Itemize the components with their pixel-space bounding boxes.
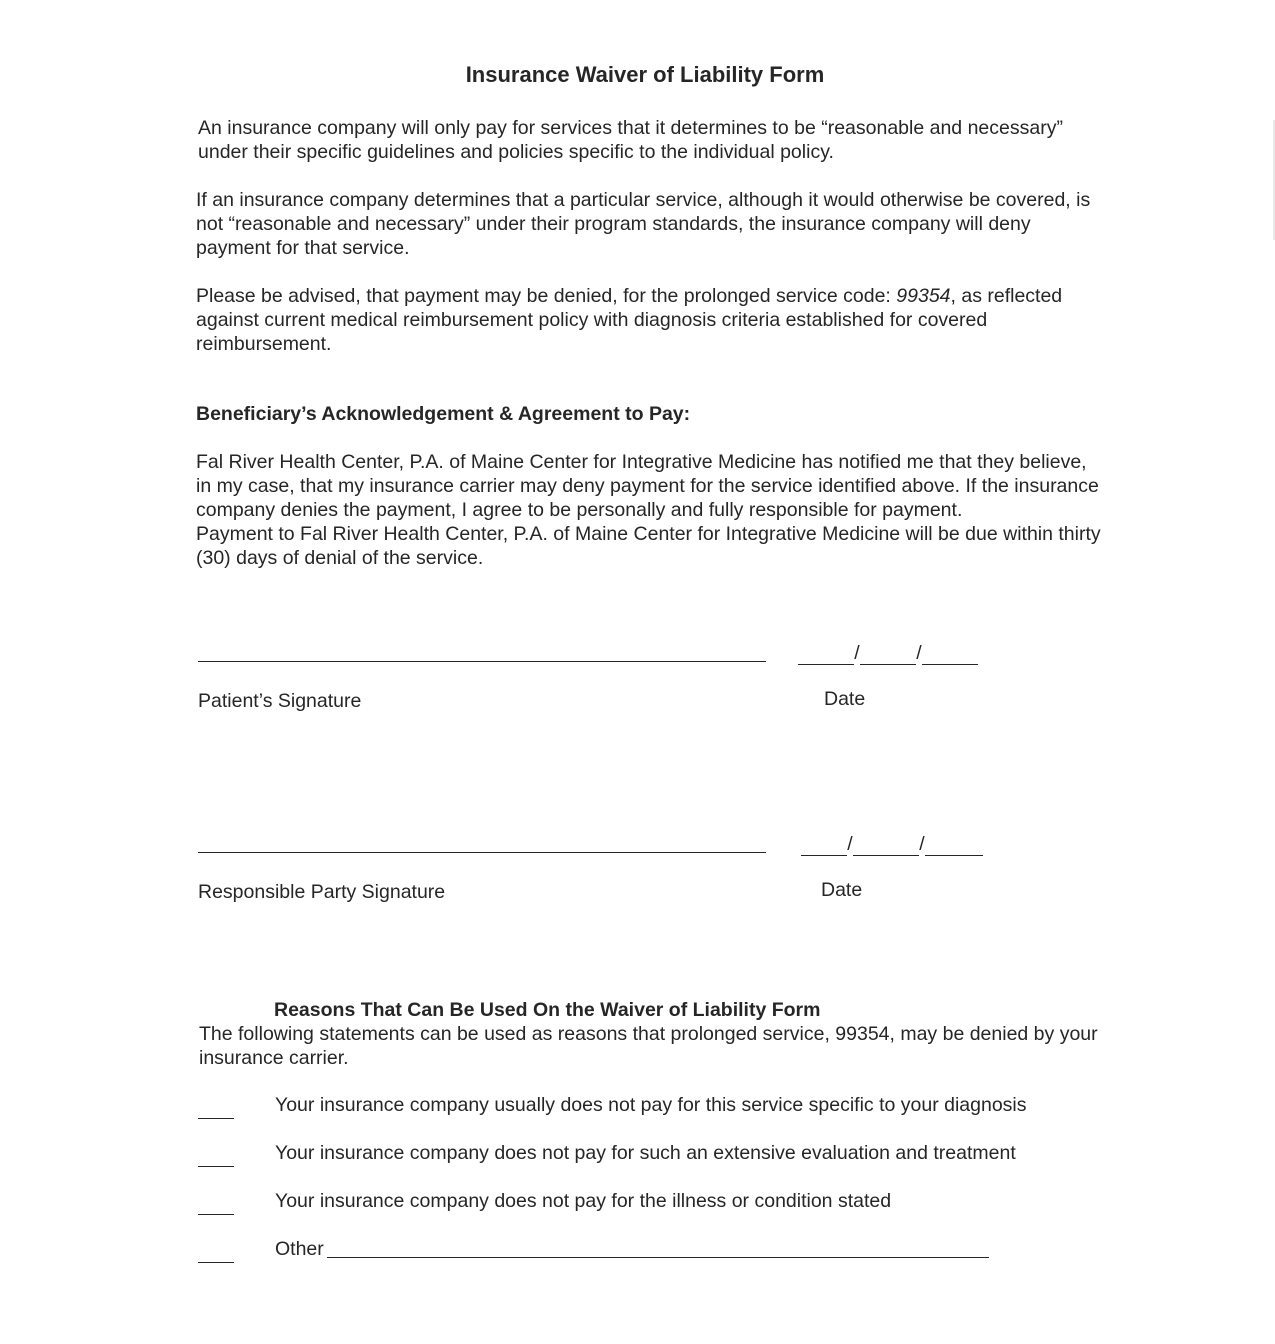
responsible-date-field[interactable] [801, 833, 983, 856]
responsible-signature-label: Responsible Party Signature [198, 881, 446, 903]
paragraph-3-suffix: , as reflected against current medical reimbursement policy with diagnosis criteria established for covered reimbursement. [196, 285, 1063, 355]
date-slash-3: / [847, 833, 853, 855]
patient-date-day[interactable] [860, 644, 916, 665]
acknowledgement-heading: Beneficiary’s Acknowledgement & Agreement to Pay: [196, 403, 691, 425]
intro-paragraph-1-text: An insurance company will only pay for services that it determines to be “reasonable and necessary” under their specific guidelines and policies specific to the individual policy. [198, 117, 1063, 163]
reasons-intro [199, 1022, 1099, 1070]
acknowledgement-text-2: Payment to Fal River Health Center, P.A. of Maine Center for Integrative Medicine will be due within thirty (30) days of denial of the service. [196, 523, 1101, 569]
patient-date-field[interactable] [798, 642, 978, 665]
reason-2-text: Your insurance company does not pay for such an extensive evaluation and treatment [275, 1142, 1016, 1164]
intro-paragraph-2 [196, 188, 1101, 260]
acknowledgement-paragraph [196, 450, 1101, 570]
reason-3-text: Your insurance company does not pay for the illness or condition stated [275, 1190, 892, 1212]
responsible-date-year[interactable] [925, 835, 983, 856]
intro-paragraph-3-text [196, 284, 1101, 356]
acknowledgement-text-1: Fal River Health Center, P.A. of Maine Center for Integrative Medicine has notified me that they believe, in my case, that my insurance carrier may deny payment for the service identified above. If the insurance company denies the payment, I agree to be personally and fully responsible for payment. [196, 451, 1099, 521]
responsible-date-day[interactable] [853, 835, 919, 856]
patient-date-label: Date [824, 688, 866, 710]
intro-paragraph-3 [196, 284, 1101, 356]
reason-other-checkbox-blank[interactable] [198, 1262, 234, 1263]
date-slash-1: / [854, 642, 860, 664]
intro-paragraph-1 [198, 116, 1103, 164]
patient-date-year[interactable] [922, 644, 978, 665]
responsible-date-label: Date [821, 879, 863, 901]
patient-date-month[interactable] [798, 644, 854, 665]
responsible-signature-field[interactable] [198, 852, 766, 853]
service-code: 99354 [896, 285, 951, 307]
date-slash-4: / [919, 833, 925, 855]
responsible-date-month[interactable] [801, 835, 847, 856]
patient-signature-label: Patient’s Signature [198, 690, 362, 712]
reasons-intro-text: The following statements can be used as reasons that prolonged service, 99354, may be denied by your insurance carrier. [199, 1023, 1098, 1069]
reason-3-checkbox-blank[interactable] [198, 1214, 234, 1215]
other-reason-field[interactable] [327, 1257, 989, 1258]
date-slash-2: / [916, 642, 922, 664]
reason-2-checkbox-blank[interactable] [198, 1166, 234, 1167]
paragraph-3-prefix: Please be advised, that payment may be denied, for the prolonged service code: [196, 285, 897, 307]
reason-1-checkbox-blank[interactable] [198, 1118, 234, 1119]
reason-1-text: Your insurance company usually does not pay for this service specific to your diagnosis [275, 1094, 1027, 1116]
reason-other-text: Other [275, 1238, 324, 1260]
reasons-heading: Reasons That Can Be Used On the Waiver of Liability Form [274, 999, 821, 1021]
intro-paragraph-2-text: If an insurance company determines that a particular service, although it would otherwise be covered, is not “reasonable and necessary” under their program standards, the insurance company will deny payment for that service. [196, 189, 1091, 259]
form-title: Insurance Waiver of Liability Form [465, 62, 825, 87]
patient-signature-field[interactable] [198, 661, 766, 662]
